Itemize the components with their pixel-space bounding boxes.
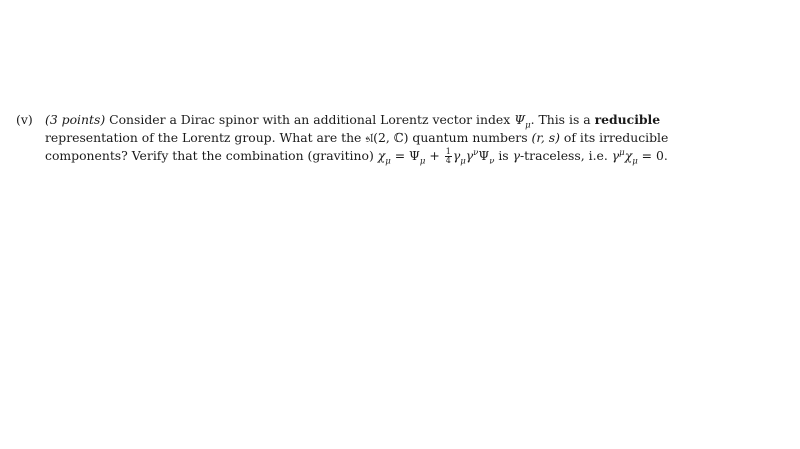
problem-statement <box>45 111 669 167</box>
statement-line-2: representation of the Lorentz group. What are the 𝔰𝔩(2, ℂ) quantum numbers (r, s) of its irreducible <box>45 130 669 145</box>
one-quarter-fraction: $\frac{1}{4}$ <box>445 147 451 165</box>
chi-symbol: χ <box>377 148 386 163</box>
reducible-term: reducible <box>594 112 661 127</box>
sl-symbol: 𝔰𝔩 <box>365 130 374 145</box>
statement-line-3: components? Verify that the combination (gravitino) $\chi_\mu = \Psi_\mu$ + $\frac{1}{4}$ $\gamma_\mu\gamma^\nu\Psi_\nu$ is γ-traceless, i.e. $\gamma^\mu\chi_\mu = 0$. <box>45 147 668 167</box>
problem-label: (v) <box>16 112 33 127</box>
points-label: (3 points) <box>45 112 106 127</box>
statement-line-1: (3 points) Consider a Dirac spinor with an additional Lorentz vector index $\Psi_\mu$. This is a reducible <box>45 112 661 131</box>
psi-symbol: Ψ <box>514 112 526 127</box>
problem-v <box>16 111 669 167</box>
quantum-numbers: (r, s) <box>531 130 560 145</box>
